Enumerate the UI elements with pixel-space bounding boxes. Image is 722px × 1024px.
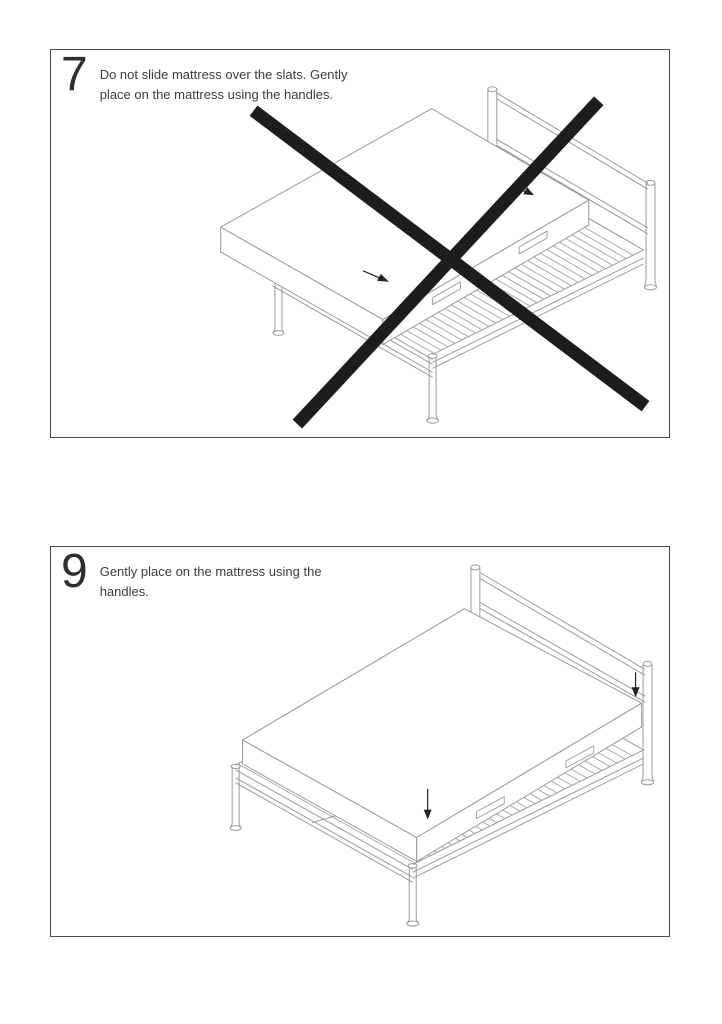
instruction-line-1: Do not slide mattress over the slats. Gently bbox=[99, 67, 348, 82]
step-instructions bbox=[100, 552, 322, 602]
step-panel-7 bbox=[50, 49, 670, 438]
step-panel-9 bbox=[50, 546, 670, 937]
step-header bbox=[61, 545, 322, 602]
step-number: 7 bbox=[61, 48, 87, 101]
instruction-line-1: Gently place on the mattress using the bbox=[99, 564, 322, 579]
instruction-line-2: place on the mattress using the handles. bbox=[99, 87, 334, 102]
bed-illustration-place-mattress bbox=[51, 547, 669, 936]
bed-illustration-do-not-slide bbox=[51, 50, 669, 437]
step-header bbox=[61, 48, 348, 105]
instruction-line-2: handles. bbox=[99, 584, 149, 599]
step-instructions bbox=[100, 55, 348, 105]
step-number: 9 bbox=[61, 545, 87, 598]
mattress bbox=[243, 609, 642, 862]
down-arrow-icon bbox=[632, 672, 640, 697]
